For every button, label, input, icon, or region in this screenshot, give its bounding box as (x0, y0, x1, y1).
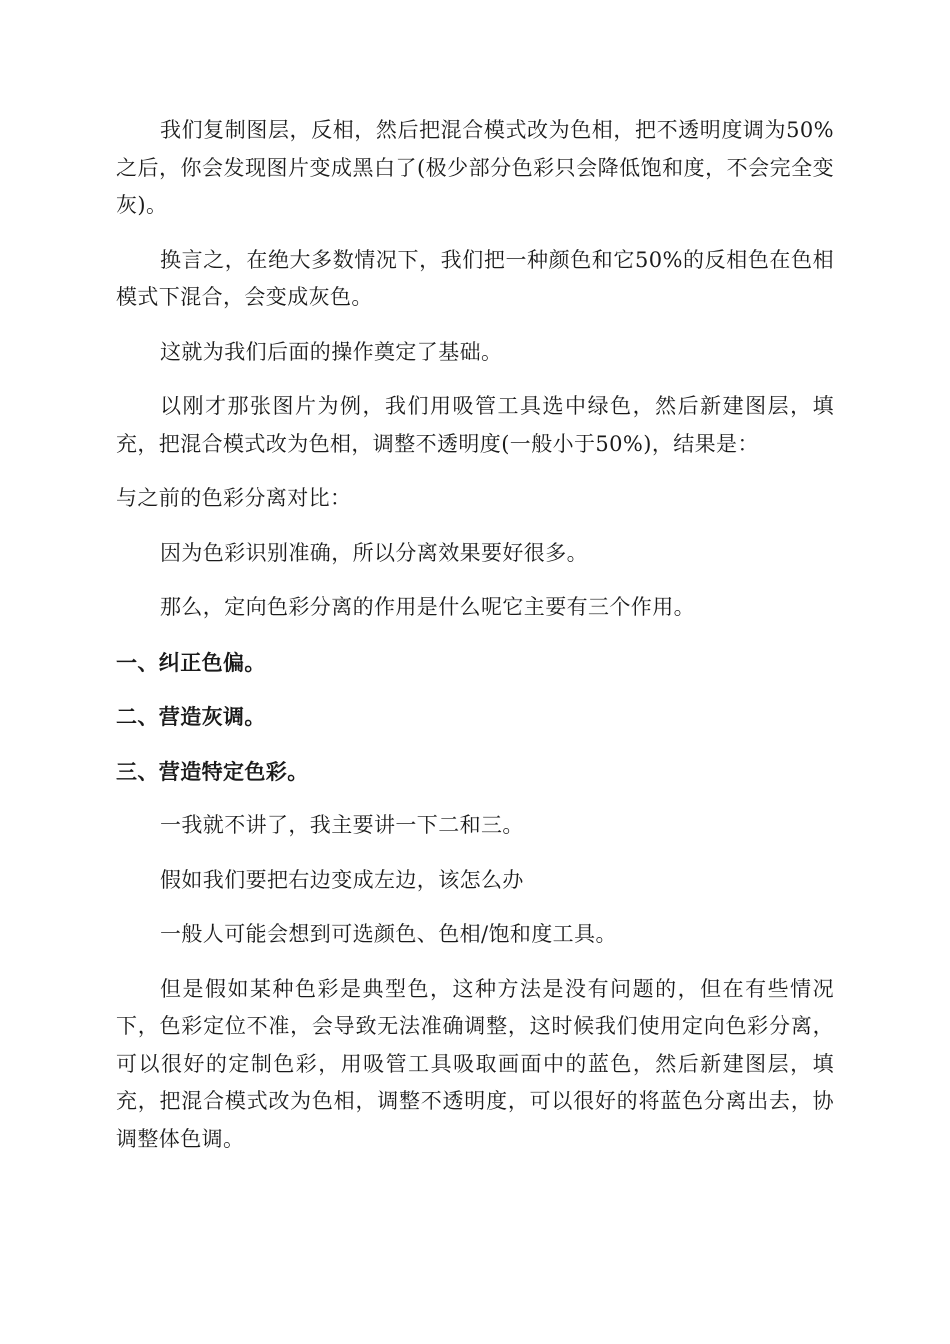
section-heading: 二、营造灰调。 (116, 704, 266, 729)
paragraph: 一我就不讲了，我主要讲一下二和三。 (160, 813, 524, 837)
paragraph: 与之前的色彩分离对比： (116, 486, 352, 510)
paragraph: 但是假如某种色彩是典型色，这种方法是没有问题的，但在有些情况下，色彩定位不准，会导致无法准确调整，这时候我们使用定向色彩分离，可以很好的定制色彩，用吸管工具吸取画面中的蓝色，然后新建图层，填充，把混合模式改为色相，调整不透明度，可以很好的将蓝色分离出去，协调整体色调。 (116, 976, 834, 1151)
paragraph: 这就为我们后面的操作奠定了基础。 (160, 339, 503, 364)
paragraph: 一般人可能会想到可选颜色、色相/饱和度工具。 (160, 922, 617, 946)
paragraph: 以刚才那张图片为例，我们用吸管工具选中绿色，然后新建图层，填充，把混合模式改为色相，调整不透明度(一般小于50%)，结果是： (116, 394, 834, 456)
paragraph: 因为色彩识别准确，所以分离效果要好很多。 (160, 540, 588, 565)
paragraph: 我们复制图层，反相，然后把混合模式改为色相，把不透明度调为50%之后，你会发现图片变成黑白了(极少部分色彩只会降低饱和度，不会完全变灰)。 (116, 118, 834, 217)
paragraph: 换言之，在绝大多数情况下，我们把一种颜色和它50%的反相色在色相模式下混合，会变成灰色。 (116, 247, 834, 309)
document-body (116, 112, 834, 1175)
section-heading: 一、纠正色偏。 (116, 649, 266, 675)
paragraph: 假如我们要把右边变成左边，该怎么办 (160, 867, 524, 892)
paragraph: 那么，定向色彩分离的作用是什么呢它主要有三个作用。 (160, 595, 695, 619)
section-heading: 三、营造特定色彩。 (116, 758, 309, 784)
